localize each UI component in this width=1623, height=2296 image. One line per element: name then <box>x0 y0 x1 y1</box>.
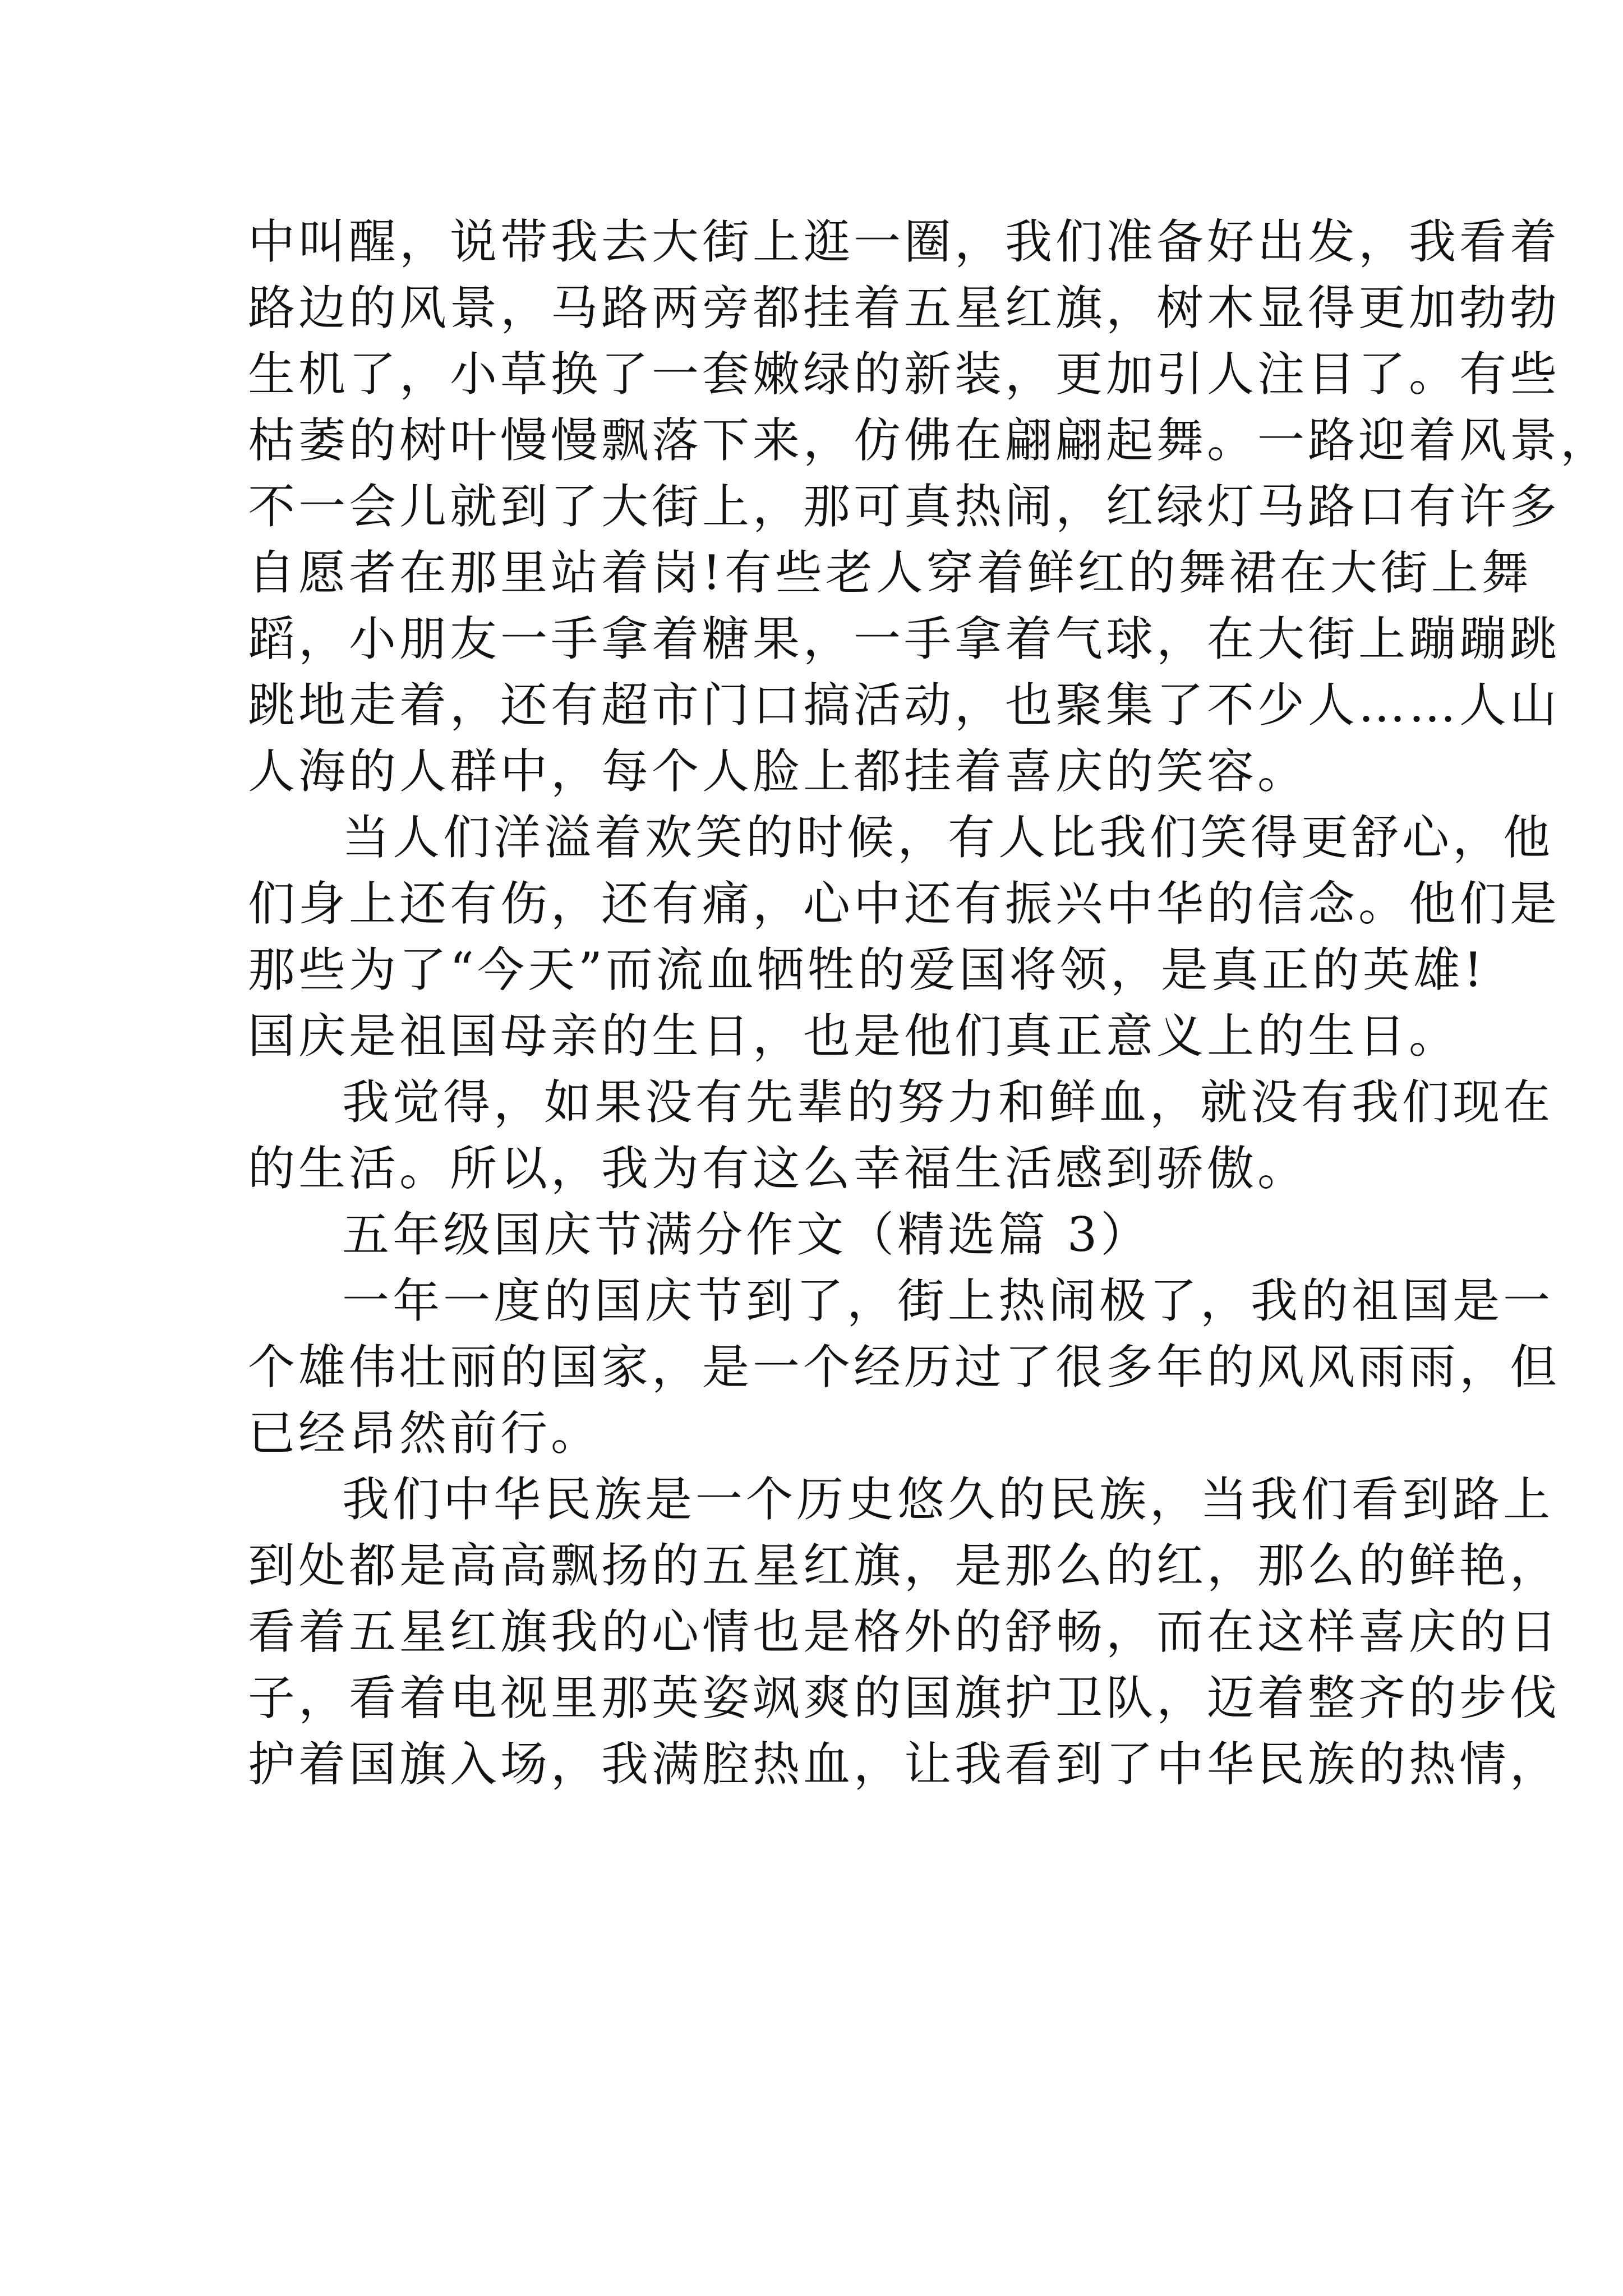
text-line: 的生活。所以，我为有这么幸福生活感到骄傲。 <box>248 1141 1308 1196</box>
section-heading-text: 五年级国庆节满分作文（精选篇 3） <box>342 1207 1151 1262</box>
text-line: 路边的风景，马路两旁都挂着五星红旗，树木显得更加勃勃 <box>248 280 1561 335</box>
document-body <box>248 209 1611 1797</box>
text-line: 不一会儿就到了大街上，那可真热闹，红绿灯马路口有许多 <box>248 479 1561 534</box>
text-line: 那些为了“今天”而流血牺牲的爱国将领，是真正的英雄! <box>248 942 1486 997</box>
paragraph-national-day <box>248 1268 1561 1466</box>
paragraph-continued <box>248 209 1611 804</box>
text-line: 国庆是祖国母亲的生日，也是他们真正意义上的生日。 <box>248 1009 1460 1064</box>
section-heading <box>248 1202 1375 1268</box>
text-line: 个雄伟壮丽的国家，是一个经历过了很多年的风风雨雨，但 <box>248 1340 1561 1395</box>
text-line: 蹈，小朋友一手拿着糖果，一手拿着气球，在大街上蹦蹦跳 <box>248 611 1561 666</box>
text-line: 子，看着电视里那英姿飒爽的国旗护卫队，迈着整齐的步伐 <box>248 1671 1561 1726</box>
paragraph-gratitude <box>248 1069 1554 1202</box>
text-line: 枯萎的树叶慢慢飘落下来，仿佛在翩翩起舞。一路迎着风景， <box>248 413 1611 468</box>
text-line: 我觉得，如果没有先辈的努力和鲜血，就没有我们现在 <box>342 1075 1554 1130</box>
paragraph-heroes <box>248 804 1561 1069</box>
text-line: 人海的人群中，每个人脸上都挂着喜庆的笑容。 <box>248 744 1308 799</box>
text-line: 生机了，小草换了一套嫩绿的新装，更加引人注目了。有些 <box>248 347 1561 402</box>
text-line: 已经昂然前行。 <box>248 1406 602 1461</box>
text-line: 当人们洋溢着欢笑的时候，有人比我们笑得更舒心，他 <box>342 810 1554 865</box>
text-line: 一年一度的国庆节到了，街上热闹极了，我的祖国是一 <box>342 1273 1554 1328</box>
text-line: 们身上还有伤，还有痛，心中还有振兴中华的信念。他们是 <box>248 876 1561 931</box>
text-line: 自愿者在那里站着岗!有些老人穿着鲜红的舞裙在大街上舞 <box>248 545 1532 600</box>
text-line: 跳地走着，还有超市门口搞活动，也聚集了不少人……人山 <box>248 678 1561 733</box>
text-line: 护着国旗入场，我满腔热血，让我看到了中华民族的热情， <box>248 1737 1561 1792</box>
text-line: 看着五星红旗我的心情也是格外的舒畅，而在这样喜庆的日 <box>248 1604 1561 1659</box>
text-line: 我们中华民族是一个历史悠久的民族，当我们看到路上 <box>342 1472 1554 1527</box>
paragraph-flag <box>248 1466 1561 1797</box>
text-line: 到处都是高高飘扬的五星红旗，是那么的红，那么的鲜艳， <box>248 1538 1561 1593</box>
text-line: 中叫醒，说带我去大街上逛一圈，我们准备好出发，我看着 <box>248 214 1561 269</box>
